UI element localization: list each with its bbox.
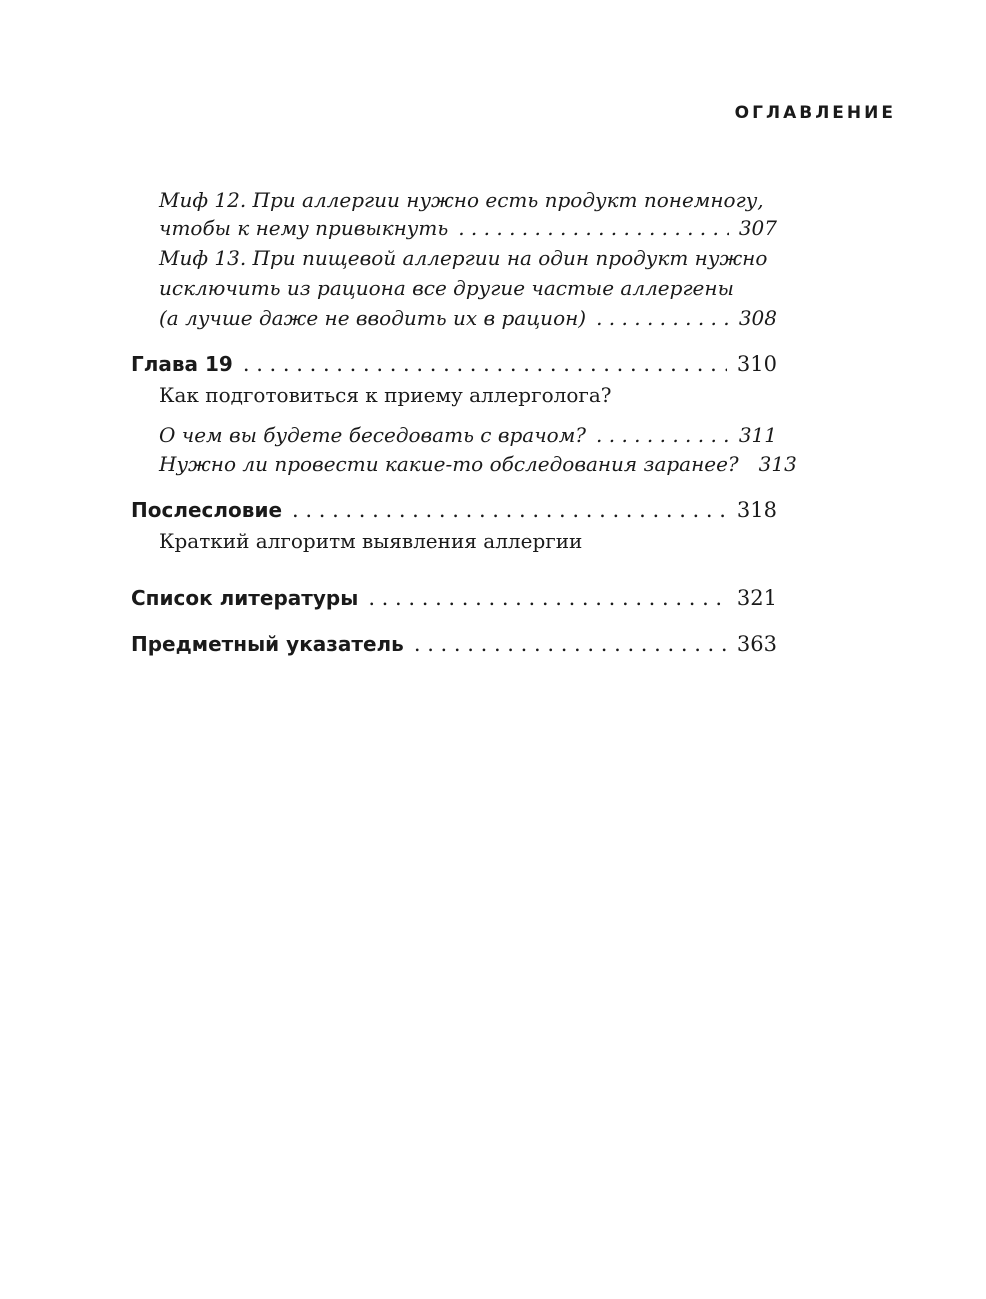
toc-page-number: 318 (736, 498, 777, 522)
toc-entry-references[interactable] (131, 586, 777, 610)
dot-leader (596, 306, 729, 330)
toc-page-number: 321 (736, 586, 777, 610)
toc-entry-myth13[interactable] (159, 306, 777, 330)
dot-leader (368, 586, 727, 610)
toc-myth13-line1: Миф 13. При пищевой аллергии на один продукт нужно (159, 246, 768, 270)
toc-entry-myth12[interactable] (159, 216, 777, 240)
dot-leader (458, 216, 729, 240)
toc-chapter-title: Список литературы (131, 586, 359, 610)
toc-page-number: 307 (738, 216, 777, 240)
running-head: ОГЛАВЛЕНИЕ (734, 103, 896, 123)
toc-chapter-title: Предметный указатель (131, 632, 404, 656)
toc-page-number: 363 (736, 632, 777, 656)
toc-page-number: 310 (736, 352, 777, 376)
toc-chapter-title: Послесловие (131, 498, 283, 522)
dot-leader (596, 423, 729, 447)
toc-section-title: Нужно ли провести какие-то обследования заранее? (159, 452, 739, 476)
toc-page-number: 311 (738, 423, 777, 447)
toc-myth13-line2: исключить из рациона все другие частые аллергены (159, 276, 734, 300)
dot-leader (292, 498, 727, 522)
toc-chapter-subtitle: Как подготовиться к приему аллерголога? (159, 383, 612, 407)
toc-entry-afterword[interactable] (131, 498, 777, 522)
toc-entry-section[interactable] (159, 423, 777, 447)
toc-page-number: 308 (738, 306, 777, 330)
toc-myth12-line1: Миф 12. При аллергии нужно есть продукт понемногу, (159, 188, 764, 212)
toc-entry-index[interactable] (131, 632, 777, 656)
toc-entry-section[interactable] (159, 452, 797, 476)
toc-section-title: О чем вы будете беседовать с врачом? (159, 423, 587, 447)
toc-chapter-title: Глава 19 (131, 352, 233, 376)
dot-leader (414, 632, 727, 656)
toc-chapter-subtitle: Краткий алгоритм выявления аллергии (159, 529, 583, 553)
toc-entry-chapter19[interactable] (131, 352, 777, 376)
dot-leader (243, 352, 727, 376)
toc-page-number: 313 (758, 452, 797, 476)
toc-myth13-line3: (а лучше даже не вводить их в рацион) (159, 306, 587, 330)
toc-myth12-line2: чтобы к нему привыкнуть (159, 216, 449, 240)
